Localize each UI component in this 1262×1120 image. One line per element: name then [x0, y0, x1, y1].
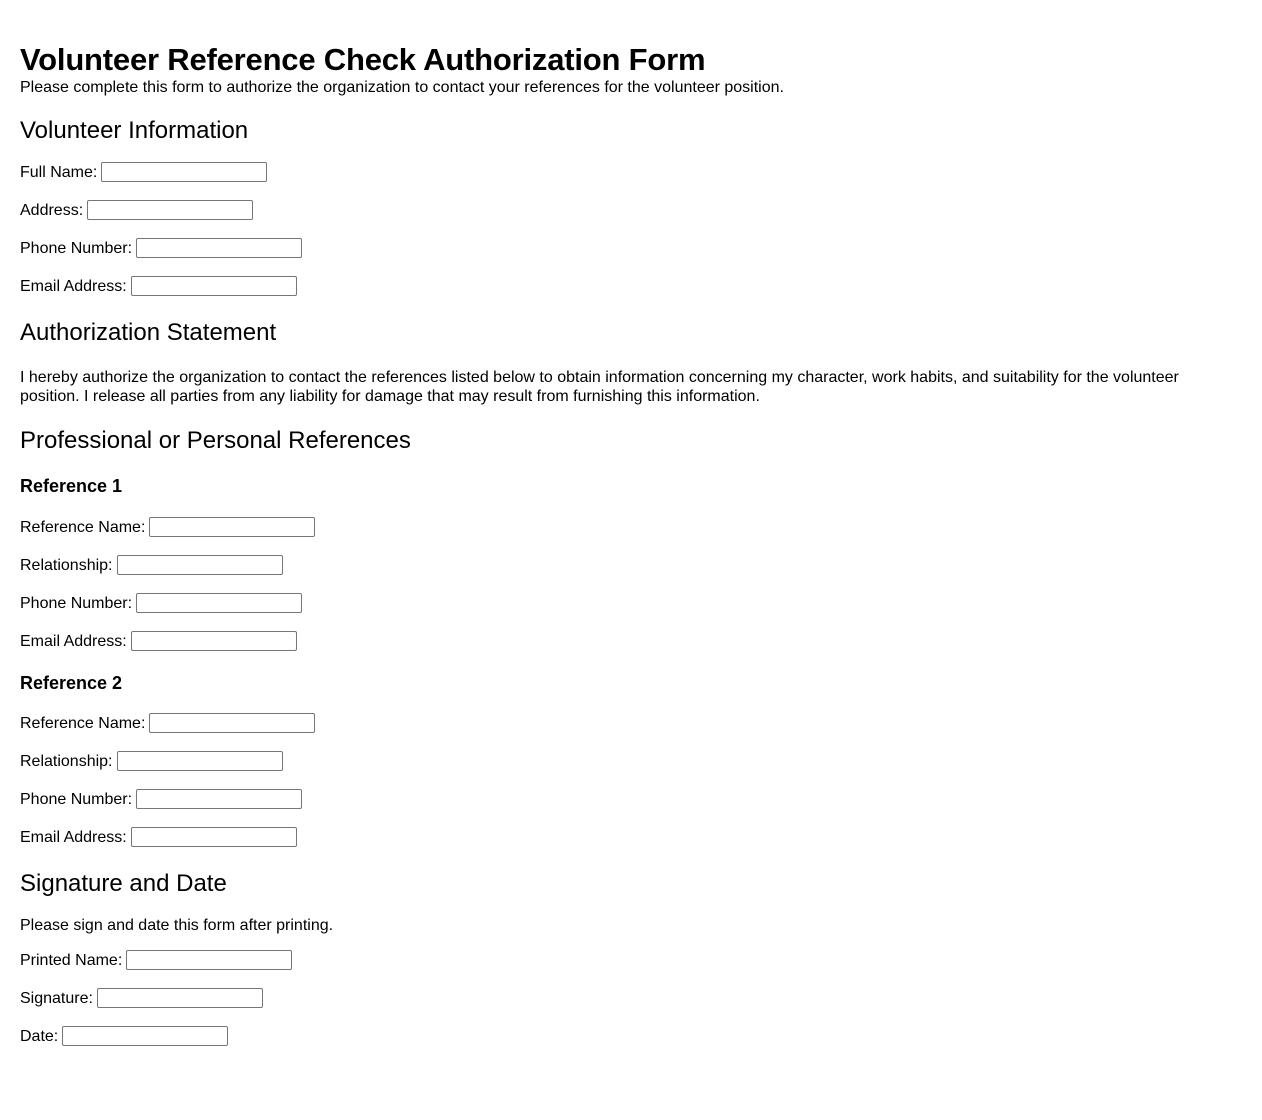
- date-row: [20, 1025, 1242, 1047]
- reference-2-email-input[interactable]: [131, 827, 297, 847]
- address-label: Address:: [20, 201, 84, 219]
- reference-1-name-row: [20, 516, 1242, 538]
- full-name-label: Full Name:: [20, 163, 98, 181]
- reference-1-email-input[interactable]: [131, 631, 297, 651]
- signature-heading: Signature and Date: [20, 870, 227, 897]
- reference-2-heading: Reference 2: [20, 673, 123, 693]
- date-input[interactable]: [62, 1026, 228, 1046]
- signature-label: Signature:: [20, 989, 93, 1007]
- reference-1-phone-input[interactable]: [136, 593, 302, 613]
- phone-input[interactable]: [136, 238, 302, 258]
- date-label: Date:: [20, 1027, 59, 1045]
- reference-2-name-label: Reference Name:: [20, 714, 146, 732]
- reference-2-phone-label: Phone Number:: [20, 790, 133, 808]
- reference-2-relationship-row: [20, 750, 1242, 772]
- reference-2-relationship-input[interactable]: [117, 751, 283, 771]
- signature-section: [20, 949, 1242, 1047]
- reference-1-name-input[interactable]: [149, 517, 315, 537]
- reference-1-section: [20, 516, 1242, 652]
- reference-1-email-row: [20, 630, 1242, 652]
- reference-1-relationship-label: Relationship:: [20, 556, 113, 574]
- signature-row: [20, 987, 1242, 1009]
- signature-input[interactable]: [97, 988, 263, 1008]
- phone-row: [20, 237, 1242, 259]
- reference-1-phone-row: [20, 592, 1242, 614]
- reference-2-name-input[interactable]: [149, 713, 315, 733]
- reference-1-relationship-row: [20, 554, 1242, 576]
- intro-text: Please complete this form to authorize the organization to contact your references for the volunteer position.: [20, 79, 784, 96]
- printed-name-input[interactable]: [126, 950, 292, 970]
- reference-1-phone-label: Phone Number:: [20, 594, 133, 612]
- reference-2-phone-input[interactable]: [136, 789, 302, 809]
- reference-2-phone-row: [20, 788, 1242, 810]
- reference-2-email-row: [20, 826, 1242, 848]
- email-input[interactable]: [131, 276, 297, 296]
- reference-2-relationship-label: Relationship:: [20, 752, 113, 770]
- authorization-heading: Authorization Statement: [20, 319, 277, 346]
- full-name-row: [20, 161, 1242, 183]
- reference-1-relationship-input[interactable]: [117, 555, 283, 575]
- reference-1-name-label: Reference Name:: [20, 518, 146, 536]
- address-input[interactable]: [87, 200, 253, 220]
- signature-instructions: Please sign and date this form after printing.: [20, 917, 334, 934]
- address-row: [20, 199, 1242, 221]
- volunteer-info-heading: Volunteer Information: [20, 117, 249, 144]
- reference-2-section: [20, 712, 1242, 848]
- phone-label: Phone Number:: [20, 239, 133, 257]
- reference-1-email-label: Email Address:: [20, 632, 127, 650]
- volunteer-info-section: [20, 161, 1242, 297]
- printed-name-label: Printed Name:: [20, 951, 123, 969]
- reference-2-email-label: Email Address:: [20, 828, 127, 846]
- page-title: Volunteer Reference Check Authorization Form: [20, 42, 706, 77]
- reference-2-name-row: [20, 712, 1242, 734]
- full-name-input[interactable]: [101, 162, 267, 182]
- authorization-text: I hereby authorize the organization to contact the references listed below to obtain information concerning my character, work habits, and suitability for the volunteer position. I release all parties from any liability for damage that may result from furnishing this information.: [20, 369, 1179, 405]
- email-label: Email Address:: [20, 277, 127, 295]
- email-row: [20, 275, 1242, 297]
- references-heading: Professional or Personal References: [20, 427, 411, 454]
- reference-1-heading: Reference 1: [20, 476, 123, 496]
- printed-name-row: [20, 949, 1242, 971]
